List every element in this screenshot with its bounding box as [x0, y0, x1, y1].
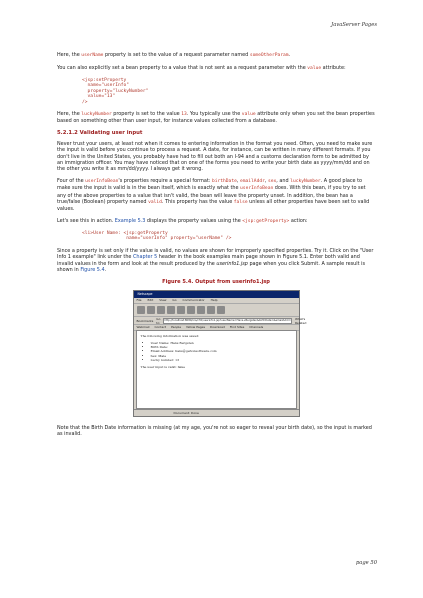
code-line: <li>User Name: <jsp:getProperty [82, 230, 168, 236]
section-heading: 5.2.1.2 Validating user input [57, 130, 143, 137]
paragraph-8: Note that the Birth Date information is missing (at my age, you're not so eager to reveal your birth date), so the input is marked as invalid. [57, 425, 372, 438]
paragraph-2 [57, 65, 375, 72]
paragraph-3 [57, 111, 375, 125]
page-body [57, 52, 375, 443]
url-input[interactable]: http://localhost:8080/ora/ch5/userinfo1.jsp?userName=Hans+Bergsten&birthDate=&emailAddr= [164, 318, 291, 322]
text: . [288, 52, 291, 58]
code-line: property="luckyNumber" [82, 88, 149, 94]
menu-edit[interactable]: Edit [147, 298, 154, 303]
navigation-toolbar [134, 304, 299, 317]
code-line: name="userInfo" [82, 83, 130, 89]
link-figure-5-4[interactable]: Figure 5.4 [80, 266, 105, 273]
browser-screenshot [133, 290, 307, 417]
code: luckyNumber [290, 179, 321, 185]
menu-file[interactable]: File [136, 298, 142, 303]
location-bar [134, 316, 307, 325]
toolbar-link[interactable]: People [171, 325, 182, 330]
code-username: userName [81, 53, 104, 58]
code-getproperty: <jsp:getProperty> [242, 219, 290, 225]
toolbar-link[interactable]: Channels [249, 325, 264, 330]
figure-caption: Figure 5.4. Output from userinfo1.jsp [162, 279, 270, 286]
text: page when you click Submit. A sample result is shown in [57, 260, 365, 273]
paragraph-7 [57, 248, 375, 273]
text: attribute: [321, 64, 346, 71]
code-line: /> [82, 99, 88, 105]
home-icon[interactable] [167, 306, 175, 314]
toolbar-link[interactable]: Find Sites [229, 325, 245, 330]
menu-communicator[interactable]: Communicator [182, 298, 205, 303]
paragraph-5 [57, 178, 375, 212]
text: Four of the [57, 178, 86, 185]
text: . This property has the value [161, 199, 234, 206]
content-footer: The user input is valid: false [140, 364, 185, 369]
code: userInfoBean [240, 186, 274, 192]
window-title: Netscape [134, 291, 299, 298]
page-number: page 50 [355, 560, 377, 566]
text: Here, the [57, 52, 82, 58]
paragraph-1 [57, 52, 375, 59]
result-list [151, 341, 292, 363]
code-block-setproperty [82, 78, 375, 106]
code: userInfoBean [85, 179, 119, 185]
code-value: value [307, 65, 322, 71]
filename: userinfo1.jsp [216, 260, 248, 267]
list-item: • Lucky number: 13 [151, 358, 292, 362]
text: , [264, 178, 268, 185]
toolbar-link[interactable]: Webmail [136, 325, 150, 330]
list-item: • Email Address: hans@gefionsoftware.com [151, 349, 292, 353]
whats-related-button[interactable]: What's Related [294, 316, 307, 325]
text: Since a property is set only if the value is valid, no values are shown for improperly specified properties. Try it. Click on the "User Info 1 example" link under the [57, 247, 374, 261]
forward-icon[interactable] [147, 306, 155, 314]
code-line: name="userInfo" property="userName" /> [82, 236, 232, 242]
print-icon[interactable] [197, 306, 205, 314]
list-item: • Birth Date: [151, 345, 292, 349]
text: action: [289, 218, 308, 225]
code: sex [267, 179, 277, 185]
code-block-getproperty [82, 231, 375, 242]
go-to-label: Go to: [156, 316, 161, 325]
stop-icon[interactable] [217, 306, 225, 314]
text: property is set to the value of a request parameter named [103, 52, 250, 58]
text: Let's see this in action. [57, 218, 115, 225]
code: valid [148, 200, 162, 206]
code-13: 13 [181, 112, 187, 118]
text: . You typically use the [186, 111, 242, 118]
security-icon[interactable] [207, 306, 215, 314]
text: . [104, 266, 107, 273]
reload-icon[interactable] [157, 306, 165, 314]
code: emailAddr [239, 179, 265, 185]
text: , and [276, 178, 291, 185]
text: does. With this bean, if you try to set any of the above properties to a value that isn't valid, the bean will leave the property unset. In addition, the bean has a true/false (Boolean) property named [57, 185, 366, 206]
toolbar-link[interactable]: Yellow Pages [186, 325, 206, 330]
text: You can also explicitly set a bean property to a value that is not sent as a request parameter with the [57, 64, 308, 71]
code-luckynumber: luckyNumber [81, 112, 112, 118]
code-someotherparam: someOtherParam [249, 53, 289, 58]
text: 's properties require a special format: [118, 178, 212, 185]
code-line: <jsp:setProperty [82, 77, 127, 83]
status-bar: Document: Done [134, 409, 299, 416]
bookmarks-button[interactable]: Bookmarks [136, 318, 154, 323]
code-value: value [241, 112, 256, 118]
list-item: • Sex: Male [151, 354, 292, 358]
text: header in the book examples main page shown in Figure 5.1. Enter both valid and invalid values in the form and look at the result produced by the [57, 254, 360, 267]
link-example-5-3[interactable]: Example 5.3 [114, 218, 146, 225]
menu-view[interactable]: View [159, 298, 167, 303]
code-line: value="13" [82, 94, 116, 100]
text: . A good place to make sure the input is valid is in the bean itself, which is exactly what the [57, 178, 362, 192]
text: displays the property values using the [145, 218, 243, 225]
code: birthDate [211, 179, 237, 185]
paragraph-4: Never trust your users, at least not when it comes to entering information in the format you need. Often, you need to make sure the input is valid before you continue to process a request. A date, for instance, can be written in many different formats. If you don't live in the United States, you probably have had to fill out both an I-94 and a customs declaration form to be admitted by an immigration officer. You may have noticed that on one of the forms you need to write your birth date as yyyy/mm/dd and on the other you write it as mm/dd/yyyy. I always get it wrong. [57, 141, 373, 173]
content-intro: The following information was saved: [140, 334, 200, 339]
toolbar-link[interactable]: Contact [154, 325, 167, 330]
search-icon[interactable] [177, 306, 185, 314]
text: , [236, 178, 240, 185]
menu-go[interactable]: Go [172, 298, 177, 303]
list-item: • User Name: Hans Bergsten [151, 341, 292, 345]
text: Here, the [57, 111, 82, 118]
browser-content [136, 330, 297, 409]
menu-help[interactable]: Help [210, 298, 218, 303]
netscape-icon[interactable] [187, 306, 195, 314]
link-chapter-5[interactable]: Chapter 5 [133, 254, 158, 261]
paragraph-6 [57, 218, 375, 225]
text: attribute only when you set the bean properties based on something other than user input, for instance values collected from a database. [57, 111, 375, 125]
text: property is set to the value [111, 111, 182, 118]
back-icon[interactable] [137, 306, 145, 314]
text: unless all other properties have been set to valid values. [57, 199, 370, 213]
toolbar-link[interactable]: Download [210, 325, 225, 330]
code: false [233, 200, 248, 206]
running-header: JavaServer Pages [331, 22, 377, 28]
